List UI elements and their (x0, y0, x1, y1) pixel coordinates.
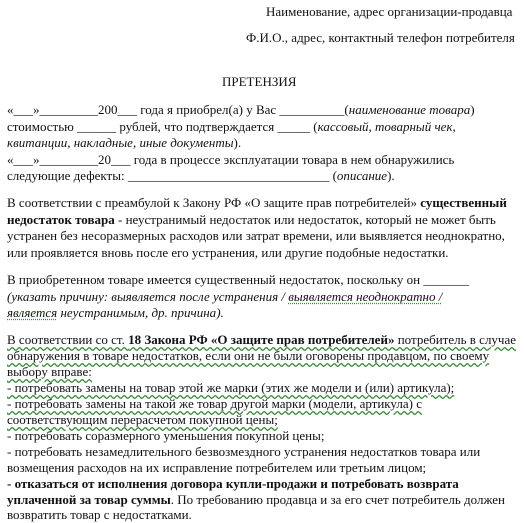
header-org: Наименование, адрес организации-продавца (266, 4, 513, 19)
p1-line3: квитанции, накладные, иные документы). (7, 135, 242, 150)
list-item-refund: - отказаться от исполнения договора купли-продажи и потребовать возврата (7, 476, 459, 491)
list-item: - потребовать соразмерного уменьшения покупной цены; (7, 428, 325, 443)
p3-line3: является неустранимым, др. причина). (7, 305, 224, 320)
p4-line1: В соответствии со ст. 18 Закона РФ «О защите прав потребителей» потребитель в случае (7, 332, 517, 347)
list-item: - потребовать замены на товар этой же марки (этих же модели и (или) артикула); (7, 380, 455, 395)
list-item-refund-end: возвратить товар с недостатками. (7, 507, 192, 522)
p1-line5: следующие дефекты: _______________________________ (описание). (7, 168, 395, 183)
p2-line4: или проявляется вновь после его устранения, или другие подобные недостатки. (7, 245, 449, 260)
list-item: возмещения расходов на их исправление потребителем или третьим лицом; (7, 460, 427, 475)
list-item: соответствующим перерасчетом покупной цены; (7, 412, 278, 427)
p3-line1: В приобретенном товаре имеется существенный недостаток, поскольку он _______ (7, 272, 469, 287)
p2-line2: недостаток товара - неустранимый недостаток или недостаток, который не может быть (7, 212, 496, 227)
p4-line3: выбору вправе: (7, 364, 92, 379)
p2-line3: устранен без несоразмерных расходов или затрат времени, или выявляется неоднократно, (7, 228, 505, 243)
list-item: - потребовать незамедлительного безвозмездного устранения недостатков товара или (7, 444, 481, 459)
list-item-refund-cont: уплаченной за товар суммы. По требованию продавца и за его счет потребитель должен (7, 492, 505, 507)
p4-line2: обнаружения в товаре недостатков, если они не были оговорены продавцом, по своему (7, 348, 490, 363)
document-title: ПРЕТЕНЗИЯ (222, 74, 297, 89)
p1-line2: стоимостью ______ рублей, что подтверждается _____ (кассовый, товарный чек, (7, 119, 456, 134)
list-item: - потребовать замены на такой же товар другой марки (модели, артикула) с (7, 396, 422, 411)
p1-line4: «___»_________20___ года в процессе эксплуатации товара в нем обнаружились (7, 152, 455, 167)
p1-line1: «___»_________200___ года я приобрел(а) у Вас __________(наименование товара) (7, 102, 475, 117)
header-consumer: Ф.И.О., адрес, контактный телефон потребителя (246, 30, 515, 45)
p3-line2: (указать причину: выявляется после устранения / выявляется неоднократно / (7, 289, 443, 304)
p2-line1: В соответствии с преамбулой к Закону РФ «О защите прав потребителей» существенный (7, 195, 507, 210)
